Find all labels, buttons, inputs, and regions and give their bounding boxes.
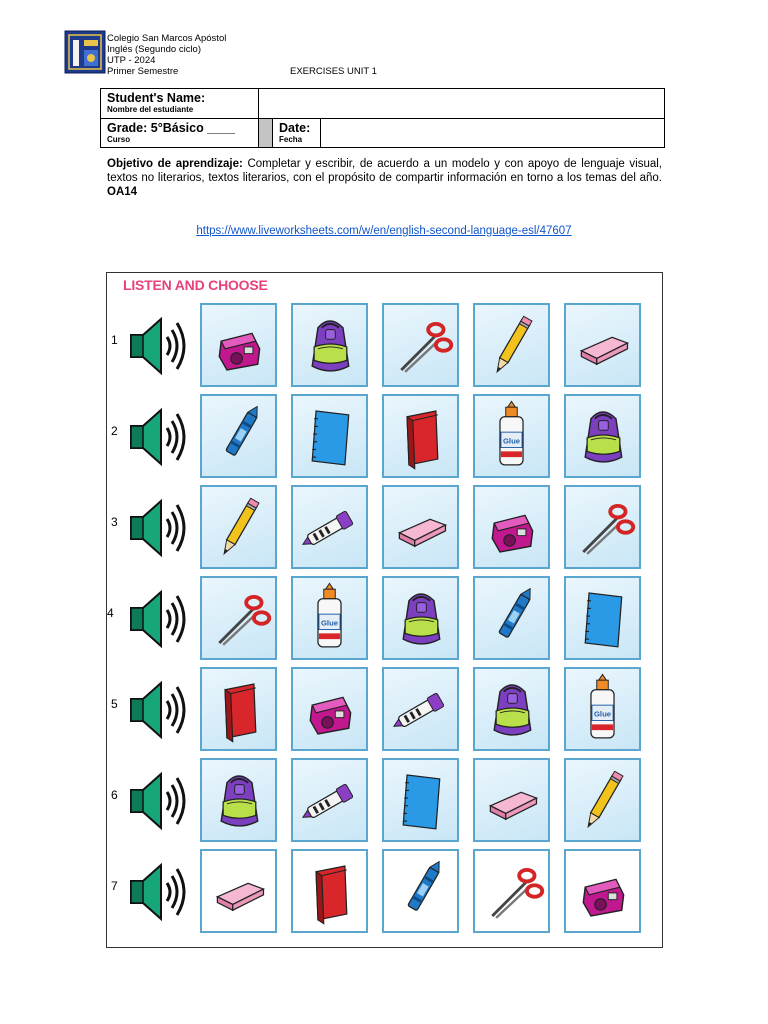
pencil-icon (475, 305, 548, 385)
scissors-icon (202, 578, 275, 658)
exercise-row (107, 758, 664, 844)
marker-icon (293, 487, 366, 567)
backpack-icon (384, 578, 457, 658)
speaker-icon[interactable] (121, 584, 187, 654)
glue-icon (475, 396, 548, 476)
speaker-icon[interactable] (121, 766, 187, 836)
choice-cell[interactable] (291, 485, 368, 569)
choice-cell[interactable] (382, 849, 459, 933)
objective-text: Completar y escribir, de acuerdo a un modelo y con apoyo de lenguaje visual, textos no literarios, textos literarios, con el propósito de compartir información en torno a los temas del año. (107, 158, 663, 184)
exercise-row (107, 303, 664, 389)
learning-objective (107, 157, 662, 199)
choice-cell[interactable] (564, 849, 641, 933)
school-name: Colegio San Marcos Apóstol (107, 33, 227, 44)
grade-shade-cell (259, 119, 273, 148)
worksheet-title: LISTEN AND CHOOSE (123, 277, 268, 293)
row-number: 2 (111, 424, 118, 438)
notebook-icon (384, 760, 457, 840)
notebook-icon (293, 396, 366, 476)
scissors-icon (475, 851, 548, 931)
choice-cell[interactable] (564, 667, 641, 751)
choice-cell[interactable] (473, 394, 550, 478)
backpack-icon (293, 305, 366, 385)
student-name-field[interactable] (259, 89, 665, 119)
eraser-icon (566, 305, 639, 385)
choice-cell[interactable] (473, 485, 550, 569)
grade-label: Grade: 5°Básico ____ (107, 121, 235, 135)
exercise-row (107, 576, 664, 662)
choice-cell[interactable] (200, 667, 277, 751)
objective-label: Objetivo de aprendizaje: (107, 158, 243, 170)
choice-cell[interactable] (291, 576, 368, 660)
exercise-row (107, 485, 664, 571)
choice-cell[interactable] (200, 303, 277, 387)
backpack-icon (475, 669, 548, 749)
school-info (107, 33, 226, 77)
school-logo-icon (64, 30, 106, 74)
choice-cell[interactable] (291, 303, 368, 387)
listen-and-choose-worksheet (106, 272, 663, 948)
row-number: 5 (111, 697, 118, 711)
choice-cell[interactable] (382, 394, 459, 478)
speaker-icon[interactable] (121, 675, 187, 745)
eraser-icon (202, 851, 275, 931)
crayon-icon (202, 396, 275, 476)
choice-cell[interactable] (473, 667, 550, 751)
row-number: 4 (107, 606, 114, 620)
svg-text:Glue: Glue (320, 618, 339, 628)
student-name-sublabel: Nombre del estudiante (107, 105, 194, 114)
choice-cell[interactable] (382, 303, 459, 387)
student-info-table (100, 88, 665, 148)
choice-cell[interactable] (564, 576, 641, 660)
speaker-icon[interactable] (121, 311, 187, 381)
pencil-icon (202, 487, 275, 567)
book-icon (384, 396, 457, 476)
glue-icon (566, 669, 639, 749)
crayon-icon (384, 851, 457, 931)
department: UTP - 2024 (107, 55, 156, 66)
choice-cell[interactable] (200, 849, 277, 933)
speaker-icon[interactable] (121, 493, 187, 563)
choice-cell[interactable] (564, 485, 641, 569)
svg-text:Glue: Glue (593, 709, 612, 719)
choice-cell[interactable] (291, 667, 368, 751)
choice-cell[interactable] (382, 758, 459, 842)
choice-cell[interactable] (382, 576, 459, 660)
svg-text:Glue: Glue (502, 436, 521, 446)
book-icon (202, 669, 275, 749)
choice-cell[interactable] (382, 667, 459, 751)
choice-cell[interactable] (200, 758, 277, 842)
choice-cell[interactable] (473, 576, 550, 660)
grade-label-cell (101, 119, 259, 148)
row-number: 7 (111, 879, 118, 893)
crayon-icon (475, 578, 548, 658)
speaker-icon[interactable] (121, 857, 187, 927)
course-name: Inglés (Segundo ciclo) (107, 44, 201, 55)
choice-cell[interactable] (291, 758, 368, 842)
backpack-icon (566, 396, 639, 476)
speaker-icon[interactable] (121, 402, 187, 472)
semester: Primer Semestre (107, 66, 179, 77)
choice-cell[interactable] (291, 849, 368, 933)
scissors-icon (384, 305, 457, 385)
scissors-icon (566, 487, 639, 567)
student-name-label-cell (101, 89, 259, 119)
date-label-cell (273, 119, 321, 148)
date-field[interactable] (321, 119, 665, 148)
sharpener-icon (293, 669, 366, 749)
choice-cell[interactable] (473, 849, 550, 933)
date-sublabel: Fecha (279, 135, 303, 144)
marker-icon (293, 760, 366, 840)
sharpener-icon (202, 305, 275, 385)
book-icon (293, 851, 366, 931)
backpack-icon (202, 760, 275, 840)
eraser-icon (475, 760, 548, 840)
exercises-title: EXERCISES UNIT 1 (290, 66, 377, 77)
exercise-row (107, 394, 664, 480)
exercise-row (107, 849, 664, 935)
row-number: 1 (111, 333, 118, 347)
row-number: 3 (111, 515, 118, 529)
exercise-row (107, 667, 664, 753)
pencil-icon (566, 760, 639, 840)
choice-cell[interactable] (564, 394, 641, 478)
grade-sublabel: Curso (107, 135, 131, 144)
choice-cell[interactable] (200, 485, 277, 569)
choice-cell[interactable] (200, 576, 277, 660)
notebook-icon (566, 578, 639, 658)
document-header (64, 30, 704, 76)
date-label: Date: (279, 121, 311, 135)
choice-cell[interactable] (564, 758, 641, 842)
choice-cell[interactable] (291, 394, 368, 478)
marker-icon (384, 669, 457, 749)
choice-cell[interactable] (564, 303, 641, 387)
sharpener-icon (566, 851, 639, 931)
glue-icon (293, 578, 366, 658)
objective-code: OA14 (107, 186, 138, 198)
eraser-icon (384, 487, 457, 567)
student-name-label: Student's Name: (107, 91, 206, 105)
choice-cell[interactable] (382, 485, 459, 569)
sharpener-icon (475, 487, 548, 567)
choice-cell[interactable] (473, 758, 550, 842)
worksheet-link[interactable]: https://www.liveworksheets.com/w/en/english-second-language-esl/47607 (196, 225, 572, 237)
choice-cell[interactable] (473, 303, 550, 387)
row-number: 6 (111, 788, 118, 802)
choice-cell[interactable] (200, 394, 277, 478)
